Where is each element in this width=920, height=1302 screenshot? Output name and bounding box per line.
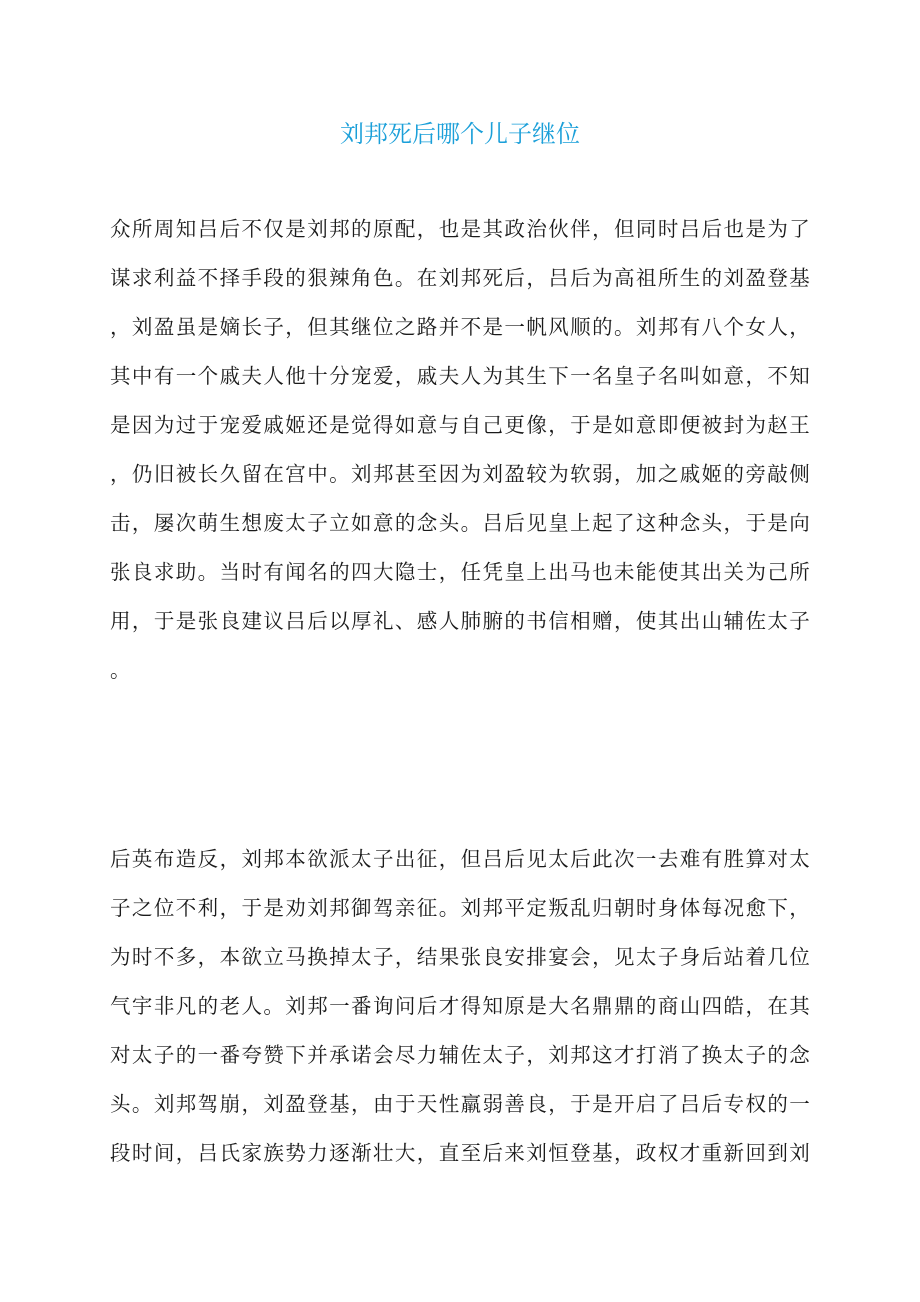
paragraph-line: 子之位不利，于是劝刘邦御驾亲征。刘邦平定叛乱归朝时身体每况愈下， [110, 896, 810, 920]
paragraph-2 [110, 835, 810, 1178]
paragraph-line: 头。刘邦驾崩，刘盈登基，由于天性羸弱善良，于是开启了吕后专权的一 [110, 1092, 810, 1116]
paragraph-line: 张良求助。当时有闻名的四大隐士，任凭皇上出马也未能使其出关为己所 [110, 560, 810, 584]
paragraph-line: 是因为过于宠爱戚姬还是觉得如意与自己更像，于是如意即便被封为赵王 [110, 413, 810, 437]
page-title: 刘邦死后哪个儿子继位 [340, 120, 580, 148]
paragraph-line: 众所周知吕后不仅是刘邦的原配，也是其政治伙伴，但同时吕后也是为了 [110, 217, 810, 241]
paragraph-line: 后英布造反，刘邦本欲派太子出征，但吕后见太后此次一去难有胜算对太 [110, 847, 810, 871]
paragraph-line: 谋求利益不择手段的狠辣角色。在刘邦死后，吕后为高祖所生的刘盈登基 [110, 266, 810, 290]
paragraph-line: 为时不多，本欲立马换掉太子，结果张良安排宴会，见太子身后站着几位 [110, 945, 810, 969]
paragraph-line: 气宇非凡的老人。刘邦一番询问后才得知原是大名鼎鼎的商山四皓，在其 [110, 994, 810, 1018]
paragraph-line: 击，屡次萌生想废太子立如意的念头。吕后见皇上起了这种念头，于是向 [110, 511, 810, 535]
paragraph-line: 对太子的一番夸赞下并承诺会尽力辅佐太子，刘邦这才打消了换太子的念 [110, 1043, 810, 1067]
paragraph-line: 。 [110, 658, 131, 682]
paragraph-line: ，仍旧被长久留在宫中。刘邦甚至因为刘盈较为软弱，加之戚姬的旁敲侧 [110, 462, 810, 486]
paragraph-line: 段时间，吕氏家族势力逐渐壮大，直至后来刘恒登基，政权才重新回到刘 [110, 1141, 810, 1165]
paragraph-line: 用，于是张良建议吕后以厚礼、感人肺腑的书信相赠，使其出山辅佐太子 [110, 609, 810, 633]
paragraph-1 [110, 205, 810, 695]
paragraph-line: ，刘盈虽是嫡长子，但其继位之路并不是一帆风顺的。刘邦有八个女人， [110, 315, 810, 339]
paragraph-line: 其中有一个戚夫人他十分宠爱，戚夫人为其生下一名皇子名叫如意，不知 [110, 364, 810, 388]
